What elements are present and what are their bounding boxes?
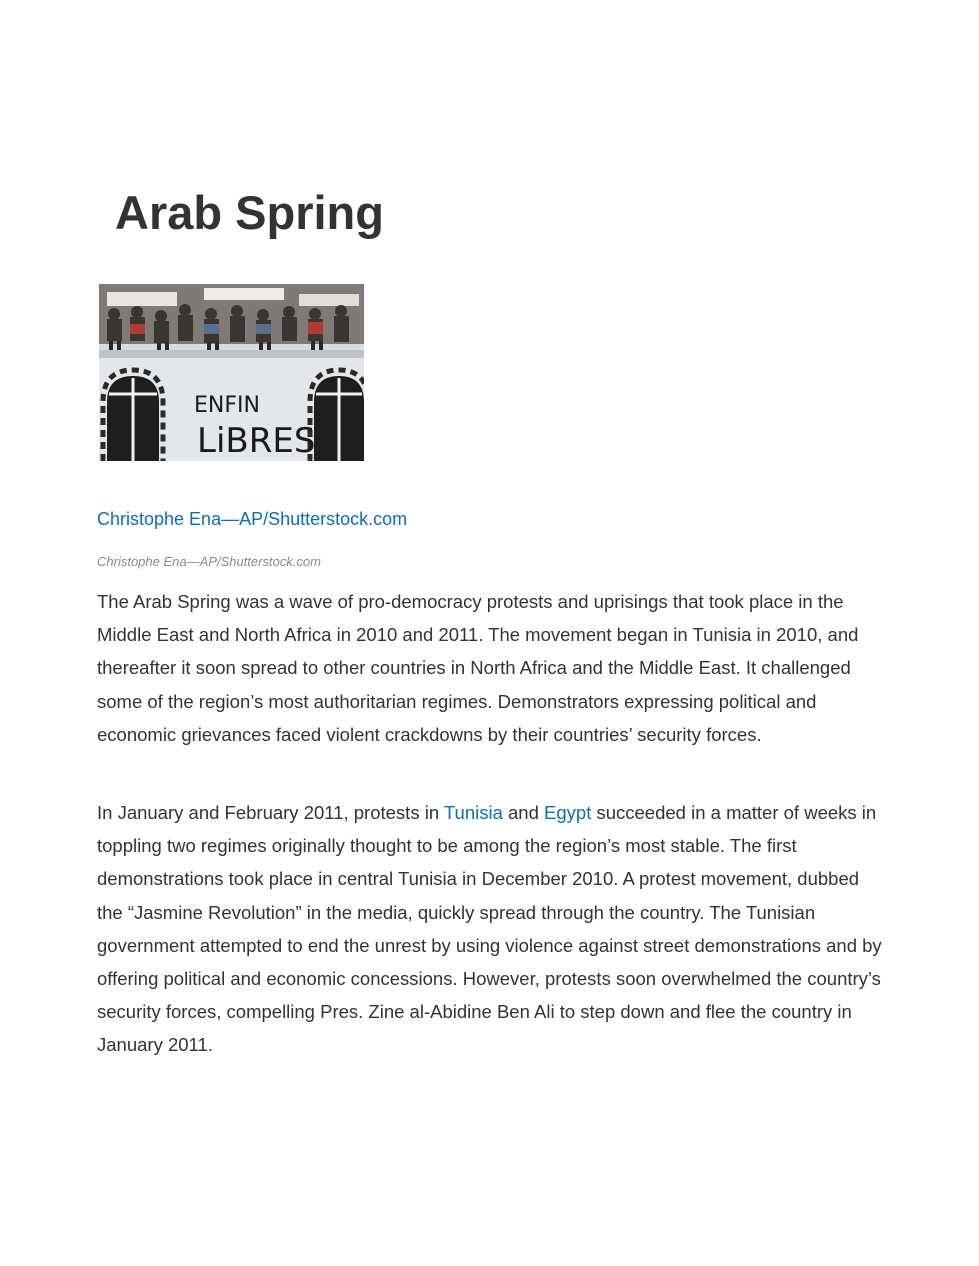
article-paragraph-2 (97, 796, 887, 1062)
paragraph-2-text-1: In January and February 2011, protests in (97, 802, 444, 823)
photo-caption: Christophe Ena—AP/Shutterstock.com (97, 554, 321, 569)
page-title: Arab Spring (115, 186, 384, 239)
paragraph-2-text-3: succeeded in a matter of weeks in toppling two regimes originally thought to be among the region’s most stable. The first demonstrations took place in central Tunisia in December 2010. A protest movement, dubbed the “Jasmine Revolution” in the media, quickly spread through the country. The Tunisian government attempted to end the unrest by using violence against street demonstrations and by offering political and economic concessions. However, protests soon overwhelmed the country’s security forces, compelling Pres. Zine al-Abidine Ben Ali to step down and flee the country in January 2011. (97, 802, 882, 1056)
photo-credit-link[interactable]: Christophe Ena—AP/Shutterstock.com (97, 509, 408, 529)
graffiti-libres: LiBRES (197, 421, 316, 461)
graffiti-enfin: ENFIN (194, 393, 260, 418)
paragraph-2-text-2: and (502, 802, 545, 823)
tunisia-link[interactable]: Tunisia (443, 802, 503, 823)
egypt-link[interactable]: Egypt (544, 802, 592, 823)
article-photo (99, 284, 364, 461)
article-paragraph-1: The Arab Spring was a wave of pro-democracy protests and uprisings that took place in the Middle East and North Africa in 2010 and 2011. The movement began in Tunisia in 2010, and thereafter it soon spread to other countries in North Africa and the Middle East. It challenged some of the region’s most authoritarian regimes. Demonstrators expressing political and economic grievances faced violent crackdowns by their countries’ security forces. (97, 591, 859, 745)
